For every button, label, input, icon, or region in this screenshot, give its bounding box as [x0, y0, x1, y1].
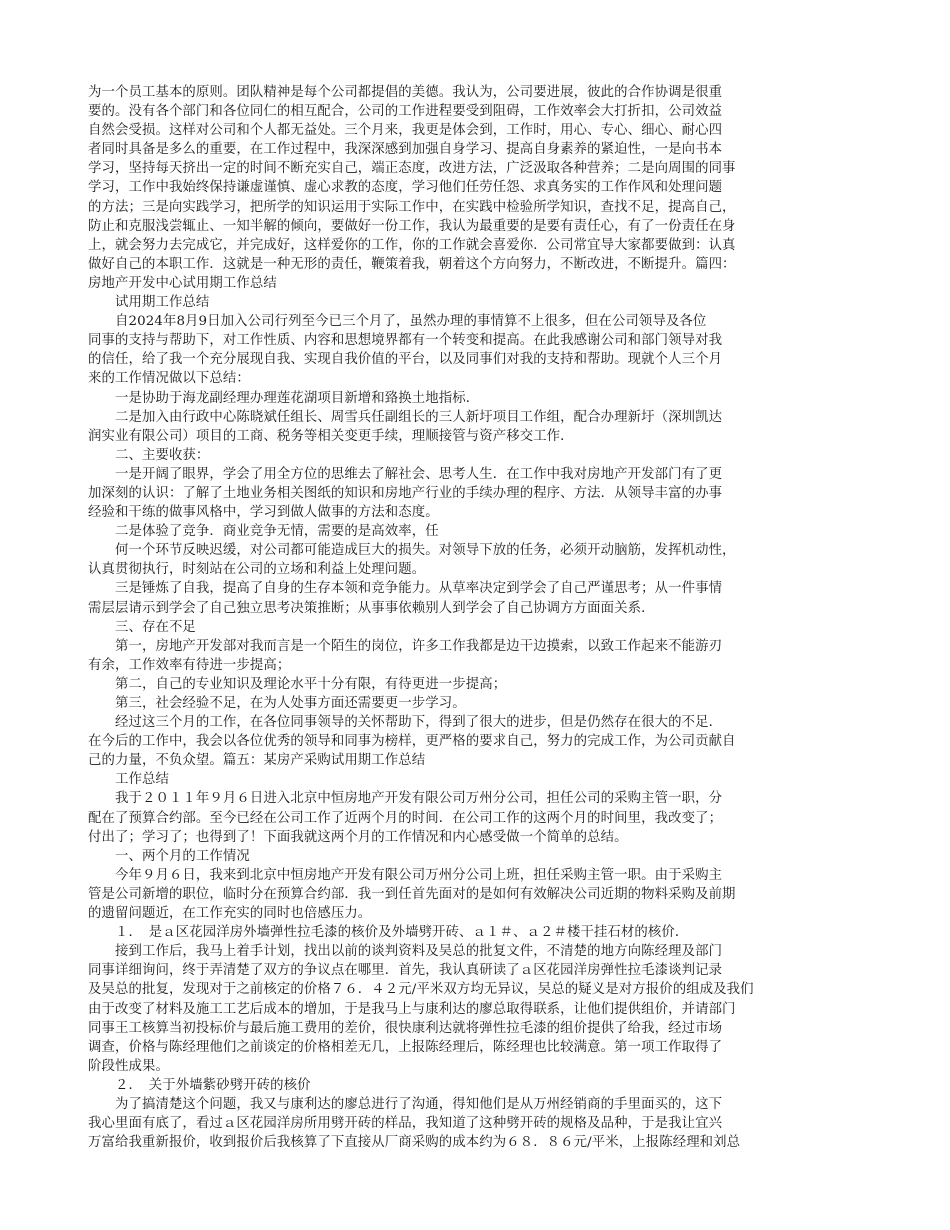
text-line: 万富给我重新报价，收到报价后我核算了下直接从厂商采购的成本约为６８．８６元/平米，上报陈经理和刘总	[88, 1135, 741, 1151]
text-line: 自2024年8月9日加入公司行列至今已三个月了，虽然办理的事情算不上很多，但在公司领导及各位	[88, 314, 707, 330]
text-line: 经验和干练的做事风格中，学习到做人做事的方法和态度。	[88, 505, 439, 521]
text-line: 配在了预算合约部。至今已经在公司工作了近两个月的时间．在公司工作的这两个月的时间里，我改变了；	[88, 810, 723, 826]
text-line: 调查，价格与陈经理他们之前谈定的价格相差无几，上报陈经理后，陈经理也比较满意。第一项工作取得了	[88, 1039, 723, 1055]
text-line: 一是协助于海龙副经理办理莲花湖项目新增和臵换土地指标．	[88, 390, 480, 406]
text-line: 需层层请示到学会了自己独立思考决策推断；从事事依赖别人到学会了自己协调方方面面关系．	[88, 600, 655, 616]
text-line: 一是开阔了眼界，学会了用全方位的思维去了解社会、思考人生．在工作中我对房地产开发部门有了更	[88, 466, 723, 482]
text-line: 在今后的工作中，我会以各位优秀的领导和同事为榜样，更严格的要求自己，努力的完成工作，为公司贡献自	[88, 734, 736, 750]
text-line: 由于改变了材料及施工工艺后成本的增加，于是我马上与康利达的廖总取得联系，让他们提供组价，并请部门	[88, 1001, 736, 1017]
text-line: 上，就会努力去完成它，并完成好，这样爱你的工作，你的工作就会喜爱你．公司常宜导大家都要做到：认真	[88, 237, 736, 253]
text-line: 的方法；三是向实践学习，把所学的知识运用于实际工作中，在实践中检验所学知识，查找不足，提高自己，	[88, 199, 736, 215]
text-line: 试用期工作总结	[88, 295, 210, 311]
text-line: 学习，工作中我始终保持谦虚谨慎、虚心求教的态度，学习他们任劳任怨、求真务实的工作作风和处理问题	[88, 180, 723, 196]
text-line: 三、存在不足	[88, 619, 196, 635]
text-line: 阶段性成果。	[88, 1058, 169, 1074]
text-line: 房地产开发中心试用期工作总结	[88, 275, 277, 291]
text-line: 及吴总的批复，发现对于之前核定的价格７６．４２元/平米双方均无异议，吴总的疑义是对方报价的组成及我们	[88, 982, 754, 998]
text-line: 何一个环节反映迟缓，对公司都可能造成巨大的损失。对领导下放的任务，必须开动脑筋，发挥机动性，	[88, 543, 736, 559]
text-line: 的信任，给了我一个充分展现自我、实现自我价值的平台，以及同事们对我的支持和帮助。现就个人三个月	[88, 352, 723, 368]
text-line: 今年９月６日，我来到北京中恒房地产开发有限公司万州分公司上班，担任采购主管一职。由于采购主	[88, 867, 723, 883]
text-line: 第二，自己的专业知识及理论水平十分有限，有待更进一步提高；	[88, 676, 507, 692]
text-line: 加深刻的认识：了解了土地业务相关图纸的知识和房地产行业的手续办理的程序、方法．从领导丰富的办事	[88, 485, 723, 501]
text-line: 的遗留问题近，在工作充实的同时也倍感压力。	[88, 906, 372, 922]
text-line: 己的力量，不负众望。篇五：某房产采购试用期工作总结	[88, 753, 426, 769]
text-line: 二是体验了竞争．商业竞争无情，需要的是高效率，任	[88, 524, 439, 540]
text-line: 防止和克服浅尝辄止、一知半解的倾向，要做好一份工作，我认为最重要的是要有责任心，有了一份责任在身	[88, 218, 736, 234]
text-line: 来的工作情况做以下总结：	[88, 371, 250, 387]
text-line: 润实业有限公司）项目的工商、税务等相关变更手续，理顺接管与资产移交工作．	[88, 428, 574, 444]
text-line: 者同时具备是多么的重要，在工作过程中，我深深感到加强自身学习、提高自身素养的紧迫性，一是向书本	[88, 142, 723, 158]
text-line: 要的。没有各个部门和各位同仁的相互配合，公司的工作进程要受到阻碍，工作效率会大打折扣，公司效益	[88, 104, 723, 120]
text-line: 付出了；学习了；也得到了！下面我就这两个月的工作情况和内心感受做一个简单的总结。	[88, 829, 628, 845]
text-line: 学习，坚持每天挤出一定的时间不断充实自己，端正态度，改进方法，广泛汲取各种营养；二是向周围的同事	[88, 161, 736, 177]
text-line: 自然会受损。这样对公司和个人都无益处。三个月来，我更是体会到，工作时，用心、专心、细心、耐心四	[88, 123, 723, 139]
text-line: 工作总结	[88, 772, 169, 788]
text-line: 为了搞清楚这个问题，我又与康利达的廖总进行了沟通，得知他们是从万州经销商的手里面买的，这下	[88, 1096, 723, 1112]
text-line: 做好自己的本职工作．这就是一种无形的责任，鞭策着我，朝着这个方向努力，不断改进，不断提升。篇四：	[88, 256, 736, 272]
document-body	[88, 83, 863, 1152]
text-line: 同事王工核算当初投标价与最后施工费用的差价，很快康利达就将弹性拉毛漆的组价提供了给我，经过市场	[88, 1020, 723, 1036]
text-line: 有余，工作效率有待进一步提高；	[88, 657, 291, 673]
text-line: 二、主要收获：	[88, 447, 210, 463]
text-line: 为一个员工基本的原则。团队精神是每个公司都提倡的美德。我认为，公司要进展，彼此的合作协调是很重	[88, 85, 723, 100]
text-line: 经过这三个月的工作，在各位同事领导的关怀帮助下，得到了很大的进步，但是仍然存在很大的不足．	[88, 715, 723, 731]
text-line: 我于２０１１年９月６日进入北京中恒房地产开发有限公司万州分公司，担任公司的采购主管一职，分	[88, 791, 723, 807]
text-line: 第一，房地产开发部对我而言是一个陌生的岗位，许多工作我都是边干边摸索，以致工作起来不能游刃	[88, 638, 723, 654]
text-line: 管是公司新增的职位，临时分在预算合约部．我一到任首先面对的是如何有效解决公司近期的物料采购及前期	[88, 886, 736, 902]
text-line: 一、两个月的工作情况	[88, 848, 250, 864]
text-line: 同事详细询问，终于弄清楚了双方的争议点在哪里．首先，我认真研读了ａ区花园洋房弹性拉毛漆谈判记录	[88, 963, 723, 979]
text-line: ２． 关于外墙紫砂劈开砖的核价	[88, 1077, 311, 1093]
text-line: 三是锤炼了自我，提高了自身的生存本领和竞争能力。从草率决定到学会了自己严谨思考；从一件事情	[88, 581, 723, 597]
text-line: 同事的支持与帮助下，对工作性质、内容和思想境界都有一个转变和提高。在此我感谢公司和部门领导对我	[88, 333, 723, 349]
text-line: 我心里面有底了，看过ａ区花园洋房所用劈开砖的样品，我知道了这种劈开砖的规格及品种，于是我让宜兴	[88, 1116, 723, 1132]
text-line: 二是加入由行政中心陈晓斌任组长、周雪兵任副组长的三人新圩项目工作组，配合办理新圩（深圳凯达	[88, 409, 723, 425]
text-line: 接到工作后，我马上着手计划，找出以前的谈判资料及吴总的批复文件，不清楚的地方向陈经理及部门	[88, 944, 723, 960]
text-line: １． 是ａ区花园洋房外墙弹性拉毛漆的核价及外墙劈开砖、ａ１＃、ａ２＃楼干挂石材的核价．	[88, 925, 689, 941]
text-line: 第三，社会经验不足，在为人处事方面还需要更一步学习。	[88, 696, 466, 711]
text-line: 认真贯彻执行，时刻站在公司的立场和利益上处理问题。	[88, 562, 426, 578]
